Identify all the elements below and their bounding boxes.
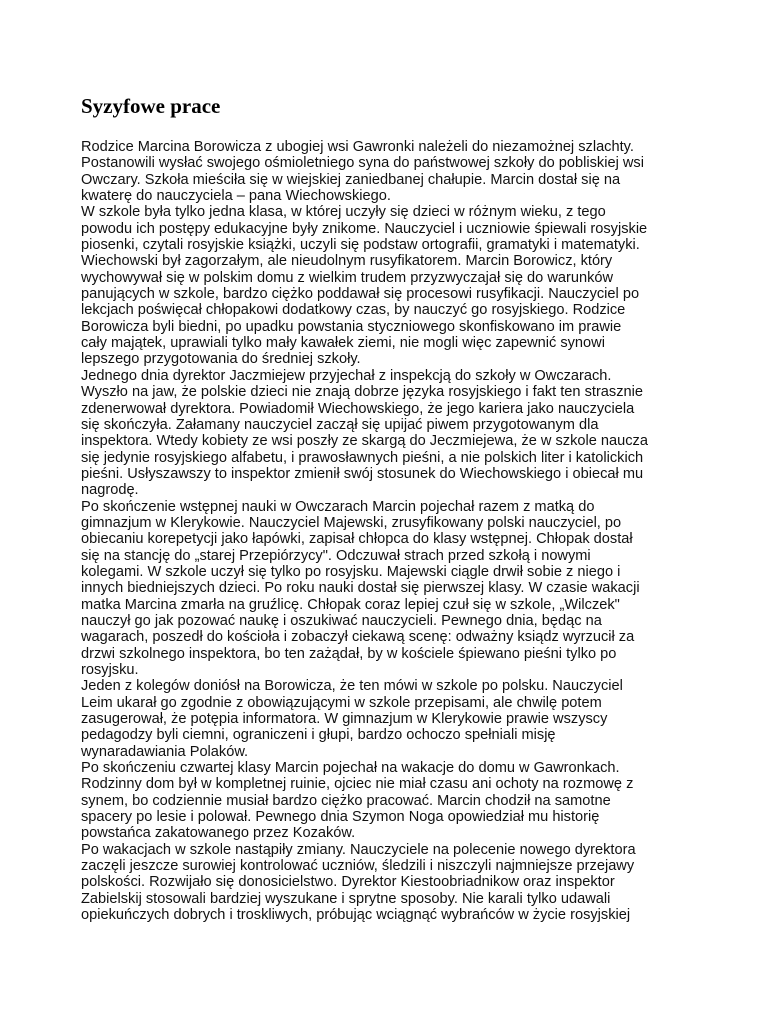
document-title: Syzyfowe prace (81, 94, 221, 118)
text-line: się skończyła. Załamany nauczyciel zaczął się upijać piwem przygotowanym dla (81, 416, 599, 433)
text-line: piosenki, czytali rosyjskie książki, uczyli się podstaw ortografii, gramatyki i matematyki. (81, 237, 640, 254)
text-line: Wiechowski był zagorzałym, ale nieudolnym rusyfikatorem. Marcin Borowicz, który (81, 253, 613, 270)
text-line: Po skończeniu czwartej klasy Marcin pojechał na wakacje do domu w Gawronkach. (81, 760, 620, 777)
text-line: pedagodzy byli ciemni, ograniczeni i głupi, bardzo ochoczo spełniali misję (81, 727, 556, 744)
text-line: powstańca zakatowanego przez Kozaków. (81, 825, 356, 842)
text-line: cały majątek, uprawiali tylko mały kawałek ziemi, nie mogli więc zapewnić synowi (81, 335, 605, 352)
text-line: pieśni. Usłyszawszy to inspektor zmienił swój stosunek do Wiechowskiego i obiecał mu (81, 465, 644, 482)
text-line: obiecaniu korepetycji jako łapówki, zapisał chłopca do klasy wstępnej. Chłopak dostał (81, 531, 633, 548)
text-line: innych biedniejszych dzieci. Po roku nauki dostał się pierwszej klasy. W czasie wakacji (81, 580, 640, 597)
text-line: nauczył go jak pozować naukę i oszukiwać nauczycieli. Pewnego dnia, będąc na (81, 612, 602, 629)
text-line: zasugerował, że potępia informatora. W gimnazjum w Klerykowie prawie wszyscy (81, 711, 608, 728)
text-line: matka Marcina zmarła na gruźlicę. Chłopak coraz lepiej czuł się w szkole, „Wilczek" (81, 596, 620, 613)
text-line: się jedynie rosyjskiego alfabetu, i prawosławnych pieśni, a nie polskich liter i katolickich (81, 449, 644, 466)
text-line: lepszego przygotowania do średniej szkoły. (81, 351, 361, 368)
text-line: Wyszło na jaw, że polskie dzieci nie znają dobrze języka rosyjskiego i fakt ten strasznie (81, 384, 643, 401)
text-line: lekcjach poświęcał chłopakowi dodatkowy czas, by nauczyć go rosyjskiego. Rodzice (81, 302, 626, 319)
text-line: kolegami. W szkole uczył się tylko po rosyjsku. Majewski ciągle drwił sobie z niego i (81, 563, 621, 580)
text-line: polskości. Rozwijało się donosicielstwo. Dyrektor Kiestoobriadnikow oraz inspektor (81, 874, 615, 891)
text-line: Postanowili wysłać swojego ośmioletniego syna do państwowej szkoły do pobliskiej wsi (81, 155, 644, 172)
text-line: powodu ich postępy edukacyjne były znikome. Nauczyciel i uczniowie śpiewali rosyjskie (81, 220, 648, 237)
text-line: spacery po lesie i polował. Pewnego dnia Szymon Noga opowiedział mu historię (81, 809, 600, 826)
text-line: wagarach, poszedł do kościoła i zobaczył ciekawą scenę: odważny ksiądz wyrzucił za (81, 629, 635, 646)
text-line: Po wakacjach w szkole nastąpiły zmiany. Nauczyciele na polecenie nowego dyrektora (81, 841, 636, 858)
text-line: Rodzice Marcina Borowicza z ubogiej wsi Gawronki należeli do niezamożnej szlachty. (81, 139, 634, 155)
text-line: Jeden z kolegów doniósł na Borowicza, że ten mówi w szkole po polsku. Nauczyciel (81, 678, 623, 695)
document-body (81, 139, 721, 924)
text-line: zaczęli jeszcze surowiej kontrolować uczniów, śledzili i niszczyli najmniejsze przejawy (81, 858, 635, 875)
text-line: Jednego dnia dyrektor Jaczmiejew przyjechał z inspekcją do szkoły w Owczarach. (81, 367, 612, 384)
text-line: Rodzinny dom był w kompletnej ruinie, ojciec nie miał czasu ani ochoty na rozmowę z (81, 776, 634, 793)
text-line: inspektora. Wtedy kobiety ze wsi poszły ze skargą do Jeczmiejewa, że w szkole naucza (81, 433, 648, 450)
text-line: się na stancję do „starej Przepiórzycy". Odczuwał strach przed szkołą i nowymi (81, 547, 591, 564)
text-line: Owczary. Szkoła mieściła się w wiejskiej zaniedbanej chałupie. Marcin dostał się na (81, 171, 621, 188)
text-line: wynaradawiania Polaków. (81, 743, 249, 760)
text-line: gimnazjum w Klerykowie. Nauczyciel Majewski, zrusyfikowany polski nauczyciel, po (81, 514, 622, 531)
text-line: Zabielskij stosowali bardziej wyszukane i sprytne sposoby. Nie karali tylko udawali (81, 890, 611, 907)
text-line: nagrodę. (81, 482, 139, 499)
text-line: rosyjsku. (81, 662, 139, 678)
text-line: panujących w szkole, bardzo ciężko poddawał się procesowi rusyfikacji. Nauczyciel po (81, 286, 640, 303)
text-line: Leim ukarał go zgodnie z obowiązującymi w szkole przepisami, ale chwilę potem (81, 694, 602, 711)
text-line: drzwi szkolnego inspektora, bo ten zażądał, by w kościele śpiewano pieśni tylko po (81, 645, 617, 662)
text-line: opiekuńczych dobrych i troskliwych, próbując wciągnąć wybrańców w życie rosyjskiej (81, 907, 631, 924)
text-line: W szkole była tylko jedna klasa, w której uczyły się dzieci w różnym wieku, z tego (81, 204, 606, 221)
text-line: zdenerwował dyrektora. Powiadomił Wiechowskiego, że jego kariera jako nauczyciela (81, 400, 635, 417)
text-line: Po skończenie wstępnej nauki w Owczarach Marcin pojechał razem z matką do (81, 498, 595, 515)
text-line: synem, bo codziennie musiał bardzo ciężko pracować. Marcin chodził na samotne (81, 792, 611, 809)
text-line: kwaterę do nauczyciela – pana Wiechowskiego. (81, 188, 391, 205)
text-line: Borowicza byli biedni, po upadku powstania styczniowego skonfiskowano im prawie (81, 318, 622, 335)
text-line: wychowywał się w polskim domu z wielkim trudem przyzwyczajał się do warunków (81, 269, 614, 286)
